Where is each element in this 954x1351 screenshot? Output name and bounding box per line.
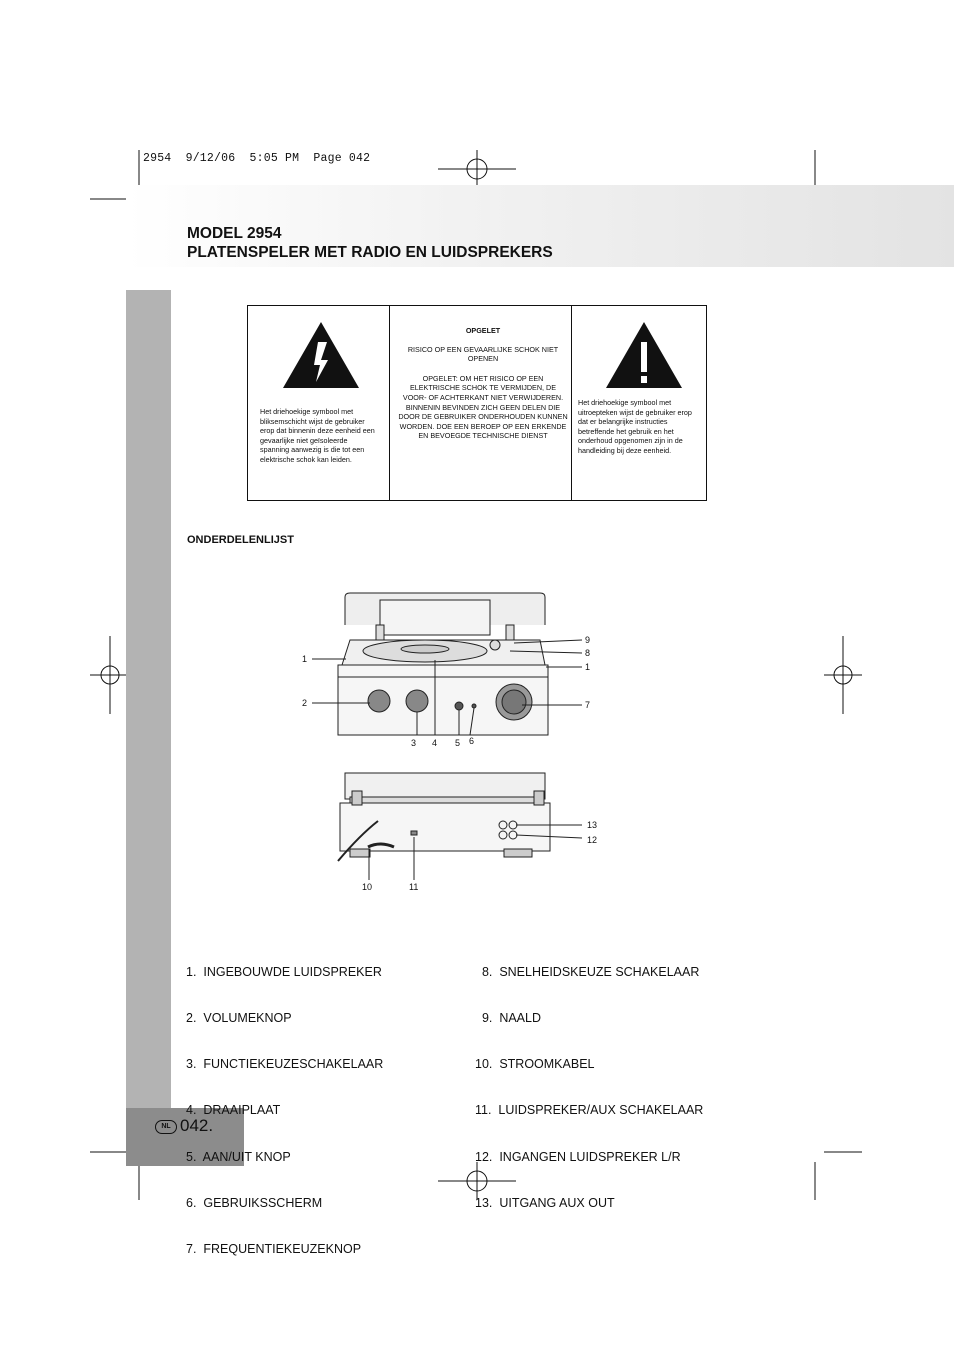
page-number: 042. — [180, 1116, 214, 1135]
side-band — [126, 290, 171, 1166]
callout-label: 2 — [302, 698, 308, 708]
parts-list-left — [186, 934, 383, 1273]
title-line-2: PLATENSPELER MET RADIO EN LUIDSPREKERS — [187, 244, 553, 261]
list-item: 6. GEBRUIKSSCHERM — [186, 1195, 323, 1210]
list-item: 7. FREQUENTIEKEUZEKNOP — [186, 1242, 362, 1257]
list-item: 12. INGANGEN LUIDSPREKER L/R — [475, 1149, 681, 1164]
callout-label: 1 — [585, 662, 591, 672]
callout-label: 13 — [587, 820, 598, 830]
parts-list-heading: ONDERDELENLIJST — [187, 534, 294, 546]
callout-label: 12 — [587, 835, 598, 845]
callout-label: 7 — [585, 700, 591, 710]
lightning-symbol-explanation: Het driehoekige symbool met bliksemschicht wijst de gebruiker erop dat binnenin deze eenheid een gevaarlijke niet geïsoleerde spanning aanwezig is die tot een elektrische schok kan leiden. — [260, 407, 375, 464]
caution-body: OPGELET: OM HET RISICO OP EEN ELEKTRISCHE SCHOK TE VERMIJDEN, DE VOOR- OF ACHTERKANT NIET VERWIJDEREN. BINNENIN BEVINDEN ZICH GEEN DELEN DIE DOOR DE GEBRUIKER ONDERHOUDEN KUNNEN WORDEN. DOE EEN BEROEP OP EEN ERKENDE EN BEVOEGDE TECHNISCHE DIENST — [398, 373, 568, 441]
list-item: 13. UITGANG AUX OUT — [475, 1195, 615, 1210]
exclamation-symbol-explanation: Het driehoekige symbool met uitroepteken wijst de gebruiker erop dat er belangrijke instructies betreffende het gebruik en het onderhoud opgenomen zijn in de handleiding bij deze eenheid. — [578, 398, 692, 455]
list-item: 11. LUIDSPREKER/AUX SCHAKELAAR — [475, 1103, 704, 1118]
print-slug: 2954 9/12/06 5:05 PM Page 042 — [143, 152, 371, 165]
exclamation-warning-icon — [604, 320, 684, 390]
list-item: 10. STROOMKABEL — [475, 1057, 595, 1072]
caution-text — [398, 326, 568, 441]
callout-label: 6 — [469, 736, 475, 746]
turntable-diagram — [290, 585, 620, 895]
callout-label: 4 — [432, 738, 438, 748]
page-title — [187, 224, 553, 262]
list-item: 1. INGEBOUWDE LUIDSPREKER — [186, 964, 382, 979]
list-item: 3. FUNCTIEKEUZESCHAKELAAR — [186, 1057, 384, 1072]
warning-divider — [571, 306, 572, 500]
warning-divider — [389, 306, 390, 500]
callout-label: 10 — [362, 882, 373, 892]
list-item: 4. DRAAIPLAAT — [186, 1103, 281, 1118]
list-item: 5. AAN/UIT KNOP — [186, 1149, 291, 1164]
callout-label: 11 — [409, 882, 419, 892]
lightning-warning-icon — [281, 320, 361, 390]
callout-label: 5 — [455, 738, 461, 748]
language-badge: NL — [155, 1120, 177, 1134]
callout-label: 1 — [302, 654, 308, 664]
safety-warning-box — [247, 305, 707, 501]
callout-label: 3 — [411, 738, 417, 748]
caution-risk: RISICO OP EEN GEVAARLIJKE SCHOK NIET OPENEN — [407, 344, 559, 364]
callout-label: 9 — [585, 635, 591, 645]
list-item: 9. NAALD — [475, 1011, 541, 1026]
list-item: 2. VOLUMEKNOP — [186, 1011, 292, 1026]
callout-label: 8 — [585, 648, 591, 658]
parts-list-right — [475, 934, 703, 1227]
title-line-1: MODEL 2954 — [187, 225, 282, 242]
list-item: 8. SNELHEIDSKEUZE SCHAKELAAR — [475, 964, 700, 979]
caution-title: OPGELET — [465, 326, 501, 335]
